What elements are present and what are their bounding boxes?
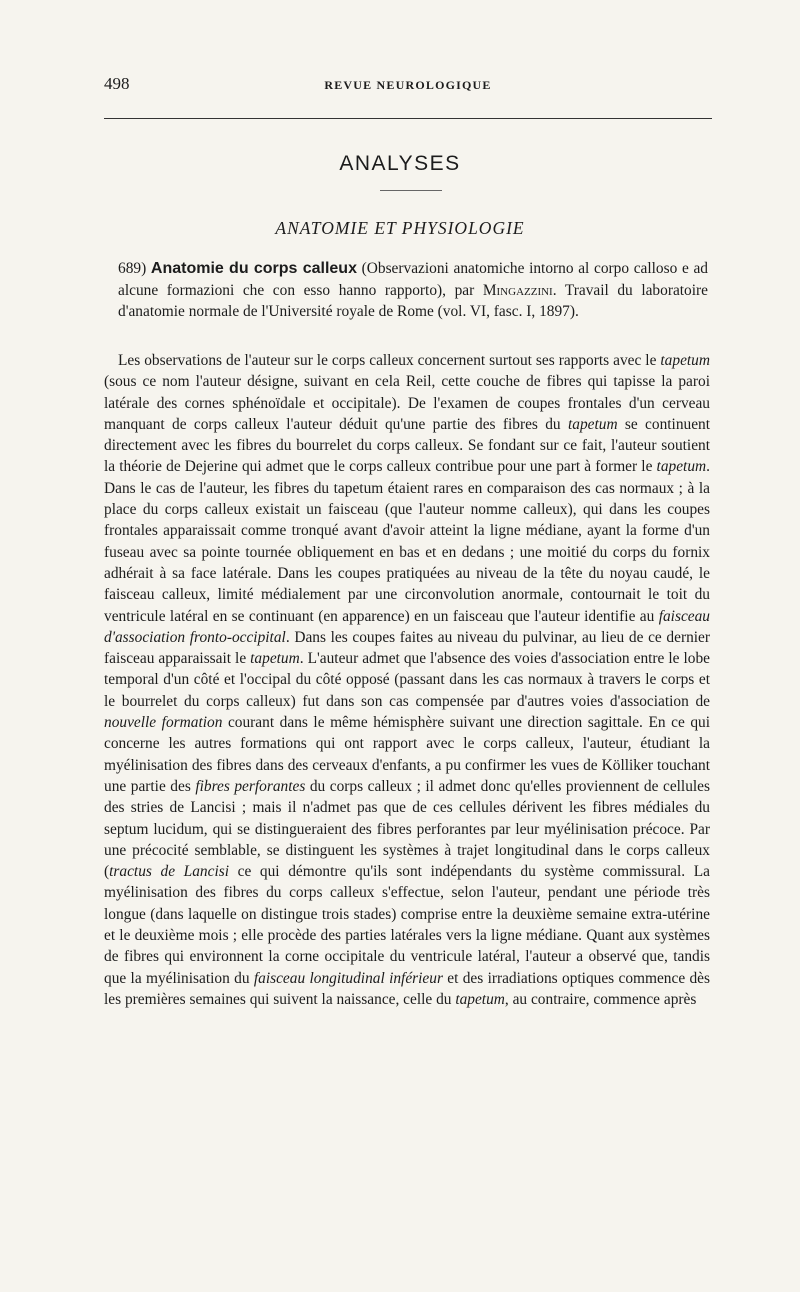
body-term: tapetum (567, 415, 618, 433)
body-text: (sous ce nom l'auteur désigne, suivant en cela Reil, cette couche de fibres qui tapisse la paroi latérale des cornes sphénoïdale et occipitale). De l'examen de coupes frontales d'un cerveau manquant de corps calleux l'auteur déduit qu'une partie des fibres du (104, 373, 710, 433)
body-text: et des irradiations optiques commence dès les premières semaines qui suivent la naissance, celle du (104, 969, 710, 1008)
body-text: , au contraire, commence après (504, 990, 697, 1008)
header-rule (104, 118, 712, 119)
section-divider (380, 190, 442, 191)
body-text: du corps calleux ; il admet donc qu'elles proviennent de cellules des stries de Lancisi ; mais il n'admet pas que de ces cellules dérivent les fibres médiales du septum lucidum, qui se distingueraient des fibres perforantes par leur myélinisation précoce. Par une précocité semblable, se distinguent les systèmes à trajet longitudinal dans le corps calleux ( (104, 777, 710, 881)
body-term: faisceau longitudinal inférieur (253, 969, 443, 987)
entry-title: Anatomie du corps calleux (150, 260, 357, 277)
entry-reference-part1: (Observazioni anatomiche intorno al corpo calloso e ad alcune formazioni che con esso hanno rapporto), par (118, 260, 708, 299)
body-term: fibres perforantes (195, 777, 306, 795)
entry-body (104, 350, 710, 1010)
body-text: . Dans les coupes faites au niveau du pulvinar, au lieu de ce dernier faisceau apparaissait le (104, 628, 711, 668)
entry-reference-part2: . Travail du laboratoire d'anatomie normale de l'Université royale de Rome (vol. VI, fasc. I, 1897). (118, 281, 708, 320)
body-term: nouvelle formation (104, 714, 223, 732)
body-text: Les observations de l'auteur sur le corps calleux concernent surtout ses rapports avec le (118, 352, 661, 369)
journal-title: REVUE NEUROLOGIQUE (324, 78, 492, 92)
body-term: tapetum (656, 458, 707, 476)
body-term: tapetum (455, 990, 505, 1008)
body-paragraph (104, 350, 710, 1010)
running-head (104, 74, 712, 98)
body-text: ce qui démontre qu'ils sont indépendants du système commissural. La myélinisation des fibres du corps calleux s'effectue, selon l'auteur, pendant une période très longue (dans laquelle on distingue trois stades) comprise entre la deuxième semaine extra-utérine et le deuxième mois ; elle procède des parties latérales vers la ligne médiane. Quant aux systèmes de fibres qui environnent la corne occipitale du ventricule latéral, l'auteur a observé que, tandis que la myélinisation du (104, 863, 710, 987)
body-text: . Dans le cas de l'auteur, les fibres du tapetum étaient rares en comparaison des cas normaux ; à la place du corps calleux existait un faisceau (que l'auteur nomme calleux), qui dans les coupes frontales apparaissait comme tronqué avant d'avoir atteint la ligne médiane, ayant la forme d'un fuseau avec sa pointe tournée obliquement en bas et en dedans ; une moitié du corps du fornix adhérait à sa face latérale. Dans les coupes pratiquées au niveau de la tête du noyau caudé, le faisceau calleux, limité médialement par une circonvolution anormale, contournait le toit du ventricule latéral en se continuant (en apparence) en un faisceau que l'auteur identifie au (104, 458, 710, 625)
body-term: faisceau d'association fronto-occipital (104, 607, 710, 646)
entry-author: Mingazzini (482, 281, 553, 299)
body-term: tractus de Lancisi (109, 863, 229, 881)
body-term: tapetum (250, 650, 300, 668)
entry-heading (118, 258, 708, 323)
entry-number: 689) (118, 260, 147, 277)
subsection-title: ANATOMIE ET PHYSIOLOGIE (275, 218, 525, 238)
section-title: ANALYSES (339, 152, 461, 175)
body-text: courant dans le même hémisphère suivant une direction sagittale. En ce qui concerne les autres formations qui ont rapport avec le corps calleux, l'auteur, étudiant la myélinisation des fibres dans des cerveaux d'enfants, a pu confirmer les vues de Kölliker touchant une partie des (104, 714, 710, 795)
body-term: tapetum (660, 352, 710, 369)
page-number: 498 (104, 74, 130, 93)
body-text: . L'auteur admet que l'absence des voies d'association entre le lobe temporal d'un côté et l'occipal du côté opposé (passant dans les cas normaux à travers le corps et le bourrelet du corps calleux) fut dans son cas compensée par d'autres voies d'association de (104, 650, 710, 710)
body-text: se continuent directement avec les fibres du bourrelet du corps calleux. Se fondant sur ce fait, l'auteur soutient la théorie de Dejerine qui admet que le corps calleux contribue pour une part à former le (104, 415, 711, 476)
